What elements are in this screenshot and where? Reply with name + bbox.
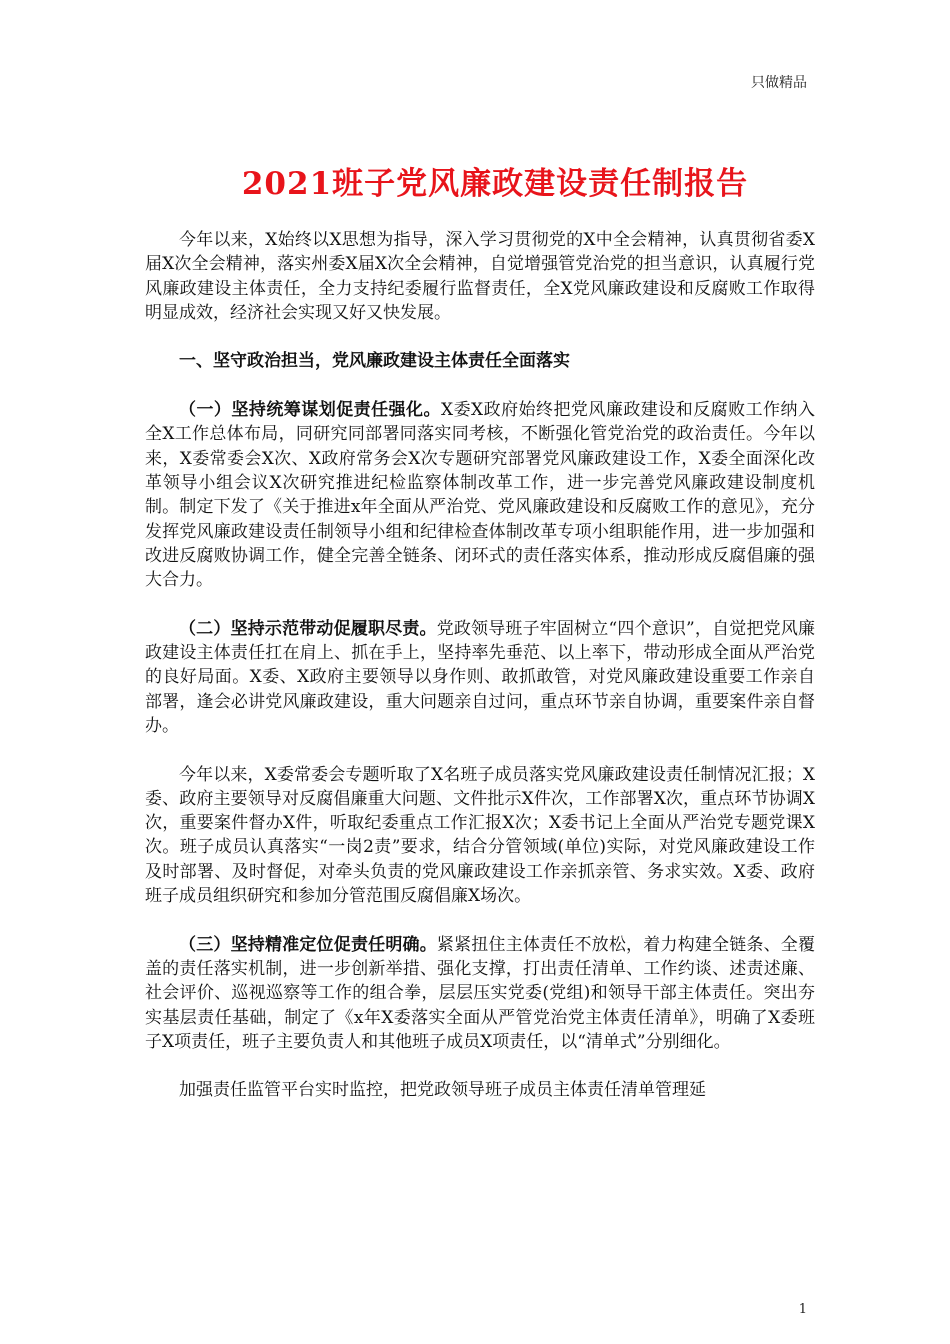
paragraph-2-body: 党政领导班子牢固树立“四个意识”，自觉把党风廉政建设主体责任扛在肩上、抓在手上，坚持率先垂范、以上率下，带动形成全面从严治党的良好局面。X委、X政府主要领导以身作则、敢抓敢管，对党风廉政建设重要工作亲自部署，逢会必讲党风廉政建设，重大问题亲自过问，重点环节亲自协调，重要案件亲自督办。 (145, 618, 815, 736)
paragraph-1-body: X委X政府始终把党风廉政建设和反腐败工作纳入全X工作总体布局，同研究同部署同落实同考核，不断强化管党治党的政治责任。今年以来，X委常委会X次、X政府常务会X次专题研究部署党风廉政建设工作，X委全面深化改革领导小组会议X次研究推进纪检监察体制改革工作，进一步完善党风廉政建设制度机制。制定下发了《关于推进x年全面从严治党、党风廉政建设和反腐败工作的意见》，充分发挥党风廉政建设责任制领导小组和纪律检查体制改革专项小组职能作用，进一步加强和改进反腐败协调工作，健全完善全链条、闭环式的责任落实体系，推动形成反腐倡廉的强大合力。 (145, 400, 815, 591)
paragraph-1 (145, 398, 815, 592)
paragraph-2-heading: （二）坚持示范带动促履职尽责。 (179, 618, 437, 639)
document-body (145, 228, 815, 1127)
document-title: 2021班子党风廉政建设责任制报告 (241, 166, 749, 202)
page-number: 1 (798, 1302, 807, 1317)
paragraph-4 (145, 933, 815, 1054)
section-heading: 一、坚守政治担当，党风廉政建设主体责任全面落实 (179, 351, 570, 372)
header-note: 只做精品 (751, 75, 807, 91)
paragraph-5: 加强责任监管平台实时监控，把党政领导班子成员主体责任清单管理延 (179, 1080, 706, 1101)
paragraph-4-body: 紧紧扭住主体责任不放松，着力构建全链条、全覆盖的责任落实机制，进一步创新举措、强化支撑，打出责任清单、工作约谈、述责述廉、社会评价、巡视巡察等工作的组合拳，层层压实党委(党组)和领导干部主体责任。突出夯实基层责任基础，制定了《x年X委落实全面从严管党治党主体责任清单》，明确了X委班子X项责任，班子主要负责人和其他班子成员X项责任，以“清单式”分别细化。 (145, 934, 816, 1052)
paragraph-3: 今年以来，X委常委会专题听取了X名班子成员落实党风廉政建设责任制情况汇报；X委、政府主要领导对反腐倡廉重大问题、文件批示X件次，工作部署X次，重点环节协调X次，重要案件督办X件，听取纪委重点工作汇报X次；X委书记上全面从严治党专题党课X次。班子成员认真落实“一岗2责”要求，结合分管领域(单位)实际，对党风廉政建设工作及时部署、及时督促，对牵头负责的党风廉政建设工作亲抓亲管、务求实效。X委、政府班子成员组织研究和参加分管范围反腐倡廉X场次。 (145, 764, 815, 907)
paragraph-2 (145, 617, 815, 738)
paragraph-4-heading: （三）坚持精准定位促责任明确。 (179, 934, 437, 955)
paragraph-1-heading: （一）坚持统筹谋划促责任强化。 (179, 400, 441, 421)
intro-paragraph: 今年以来，X始终以X思想为指导，深入学习贯彻党的X中全会精神，认真贯彻省委X届X次全会精神，落实州委X届X次全会精神，自觉增强管党治党的担当意识，认真履行党风廉政建设主体责任，全力支持纪委履行监督责任，全X党风廉政建设和反腐败工作取得明显成效，经济社会实现又好又快发展。 (145, 230, 815, 323)
